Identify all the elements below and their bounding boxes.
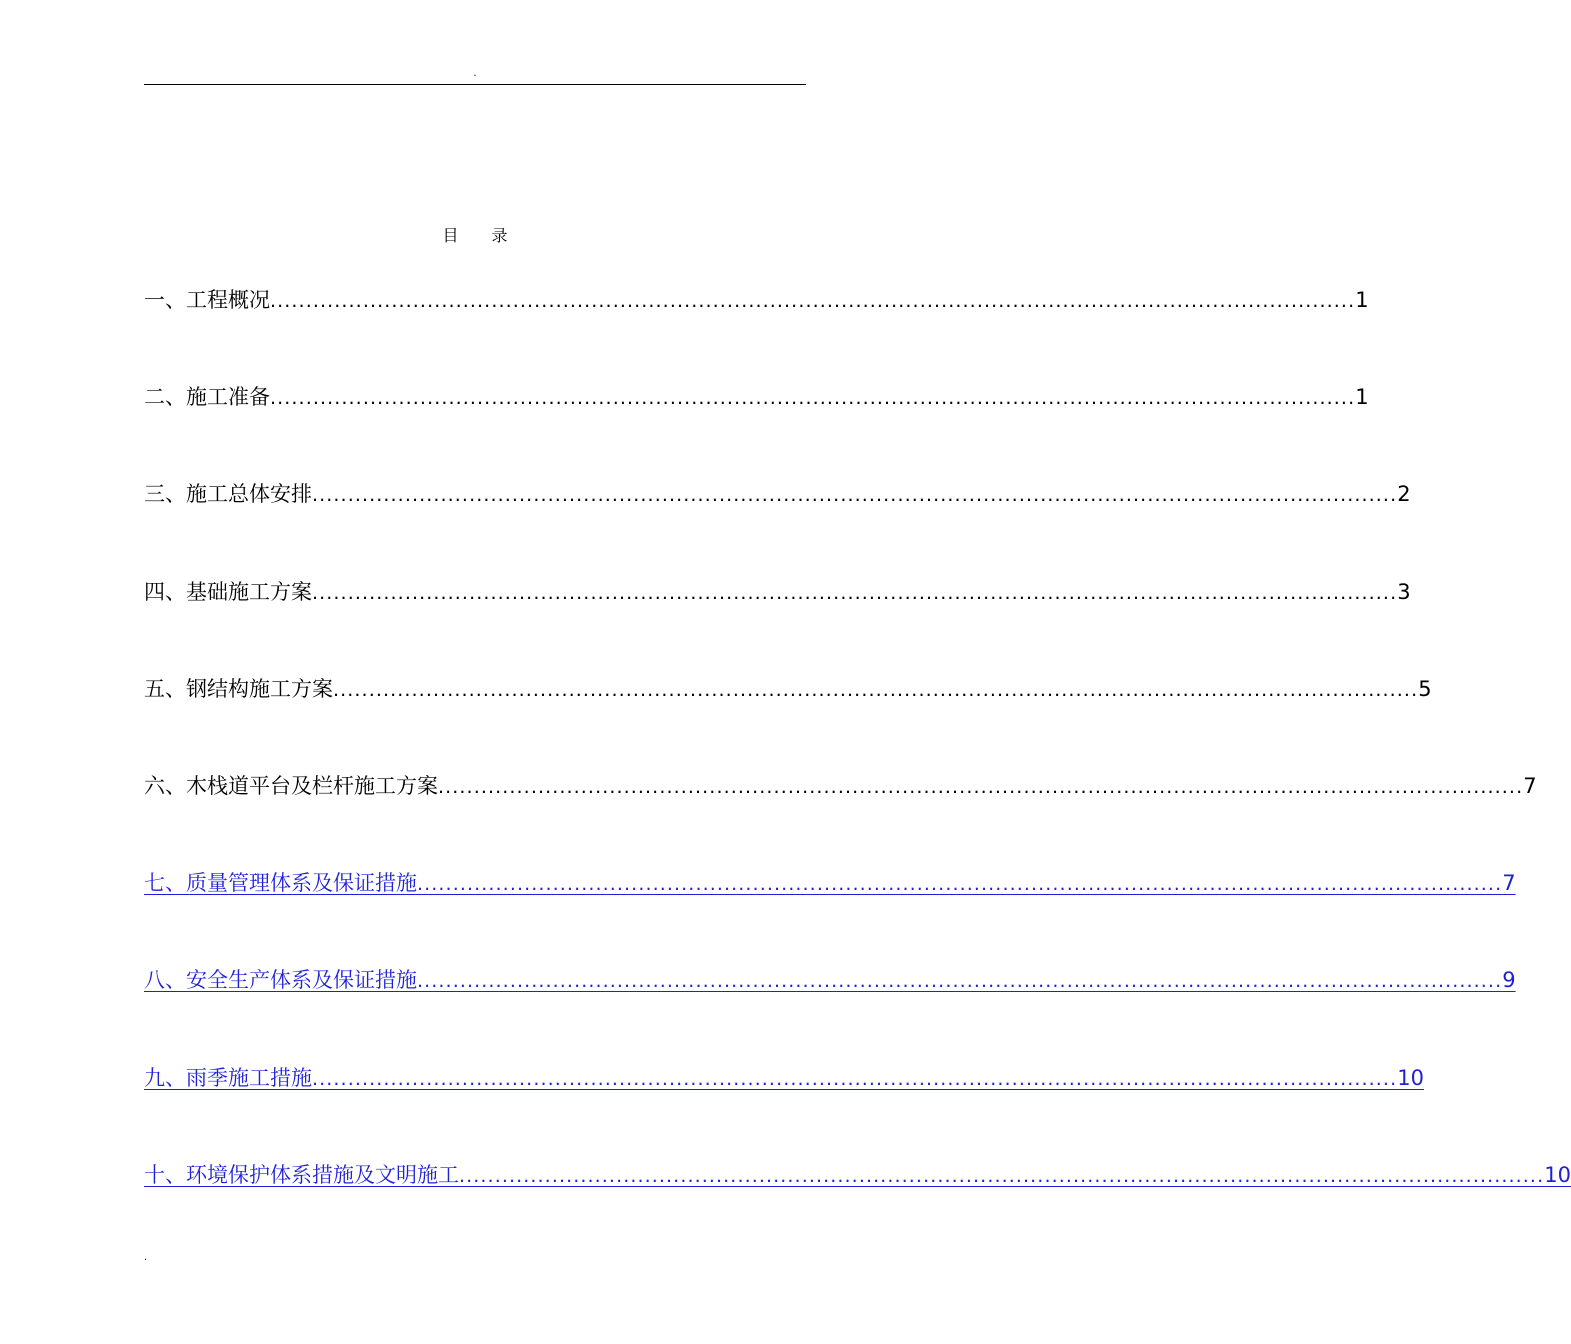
toc-leader: ........................................................................................................................................................ (333, 679, 1419, 701)
toc-entry-4 (144, 576, 1411, 608)
toc-leader: ........................................................................................................................................................ (312, 484, 1398, 506)
toc-leader: ........................................................................................................................................................ (417, 873, 1503, 895)
toc-link-8[interactable] (144, 964, 1516, 996)
toc-entry-label: 六、木栈道平台及栏杆施工方案 (144, 774, 438, 798)
toc-leader: ........................................................................................................................................................ (459, 1165, 1545, 1187)
toc-entry-label: 七、质量管理体系及保证措施 (144, 871, 417, 895)
toc-page-number: 2 (1397, 482, 1411, 506)
toc-leader: ........................................................................................................................................................ (438, 776, 1524, 798)
toc-title: 目 录 (442, 226, 522, 245)
toc-page-number: 5 (1418, 677, 1432, 701)
toc-leader: ........................................................................................................................................................ (312, 1068, 1398, 1090)
toc-page-number: 10 (1397, 1066, 1424, 1090)
toc-page-number: 1 (1355, 385, 1369, 409)
toc-leader: ........................................................................................................................................................ (270, 387, 1356, 409)
toc-entry-6 (144, 770, 1537, 802)
toc-page-number: 7 (1502, 871, 1516, 895)
toc-page-number: 10 (1544, 1163, 1571, 1187)
toc-link-10[interactable] (144, 1159, 1571, 1191)
toc-entry-label: 十、环境保护体系措施及文明施工 (144, 1163, 459, 1187)
toc-entry-5 (144, 673, 1432, 705)
toc-leader: ........................................................................................................................................................ (270, 290, 1356, 312)
toc-link-7[interactable] (144, 867, 1516, 899)
toc-page-number: 3 (1397, 580, 1411, 604)
toc-link-9[interactable] (144, 1062, 1424, 1094)
toc-entry-label: 五、钢结构施工方案 (144, 677, 333, 701)
toc-entry-label: 二、施工准备 (144, 385, 270, 409)
toc-entry-label: 九、雨季施工措施 (144, 1066, 312, 1090)
toc-entry-label: 八、安全生产体系及保证措施 (144, 968, 417, 992)
toc-leader: ........................................................................................................................................................ (417, 970, 1503, 992)
toc-entry-1 (144, 284, 1369, 316)
footer-mark: . (144, 1252, 148, 1263)
toc-entry-label: 三、施工总体安排 (144, 482, 312, 506)
header-rule (144, 84, 806, 85)
toc-leader: ........................................................................................................................................................ (312, 582, 1398, 604)
toc-entry-label: 四、基础施工方案 (144, 580, 312, 604)
toc-entry-label: 一、工程概况 (144, 288, 270, 312)
toc-page-number: 7 (1523, 774, 1537, 798)
header-mark: . (473, 68, 477, 79)
toc-entry-3 (144, 478, 1411, 510)
toc-entry-2 (144, 381, 1369, 413)
toc-page-number: 1 (1355, 288, 1369, 312)
toc-page-number: 9 (1502, 968, 1516, 992)
